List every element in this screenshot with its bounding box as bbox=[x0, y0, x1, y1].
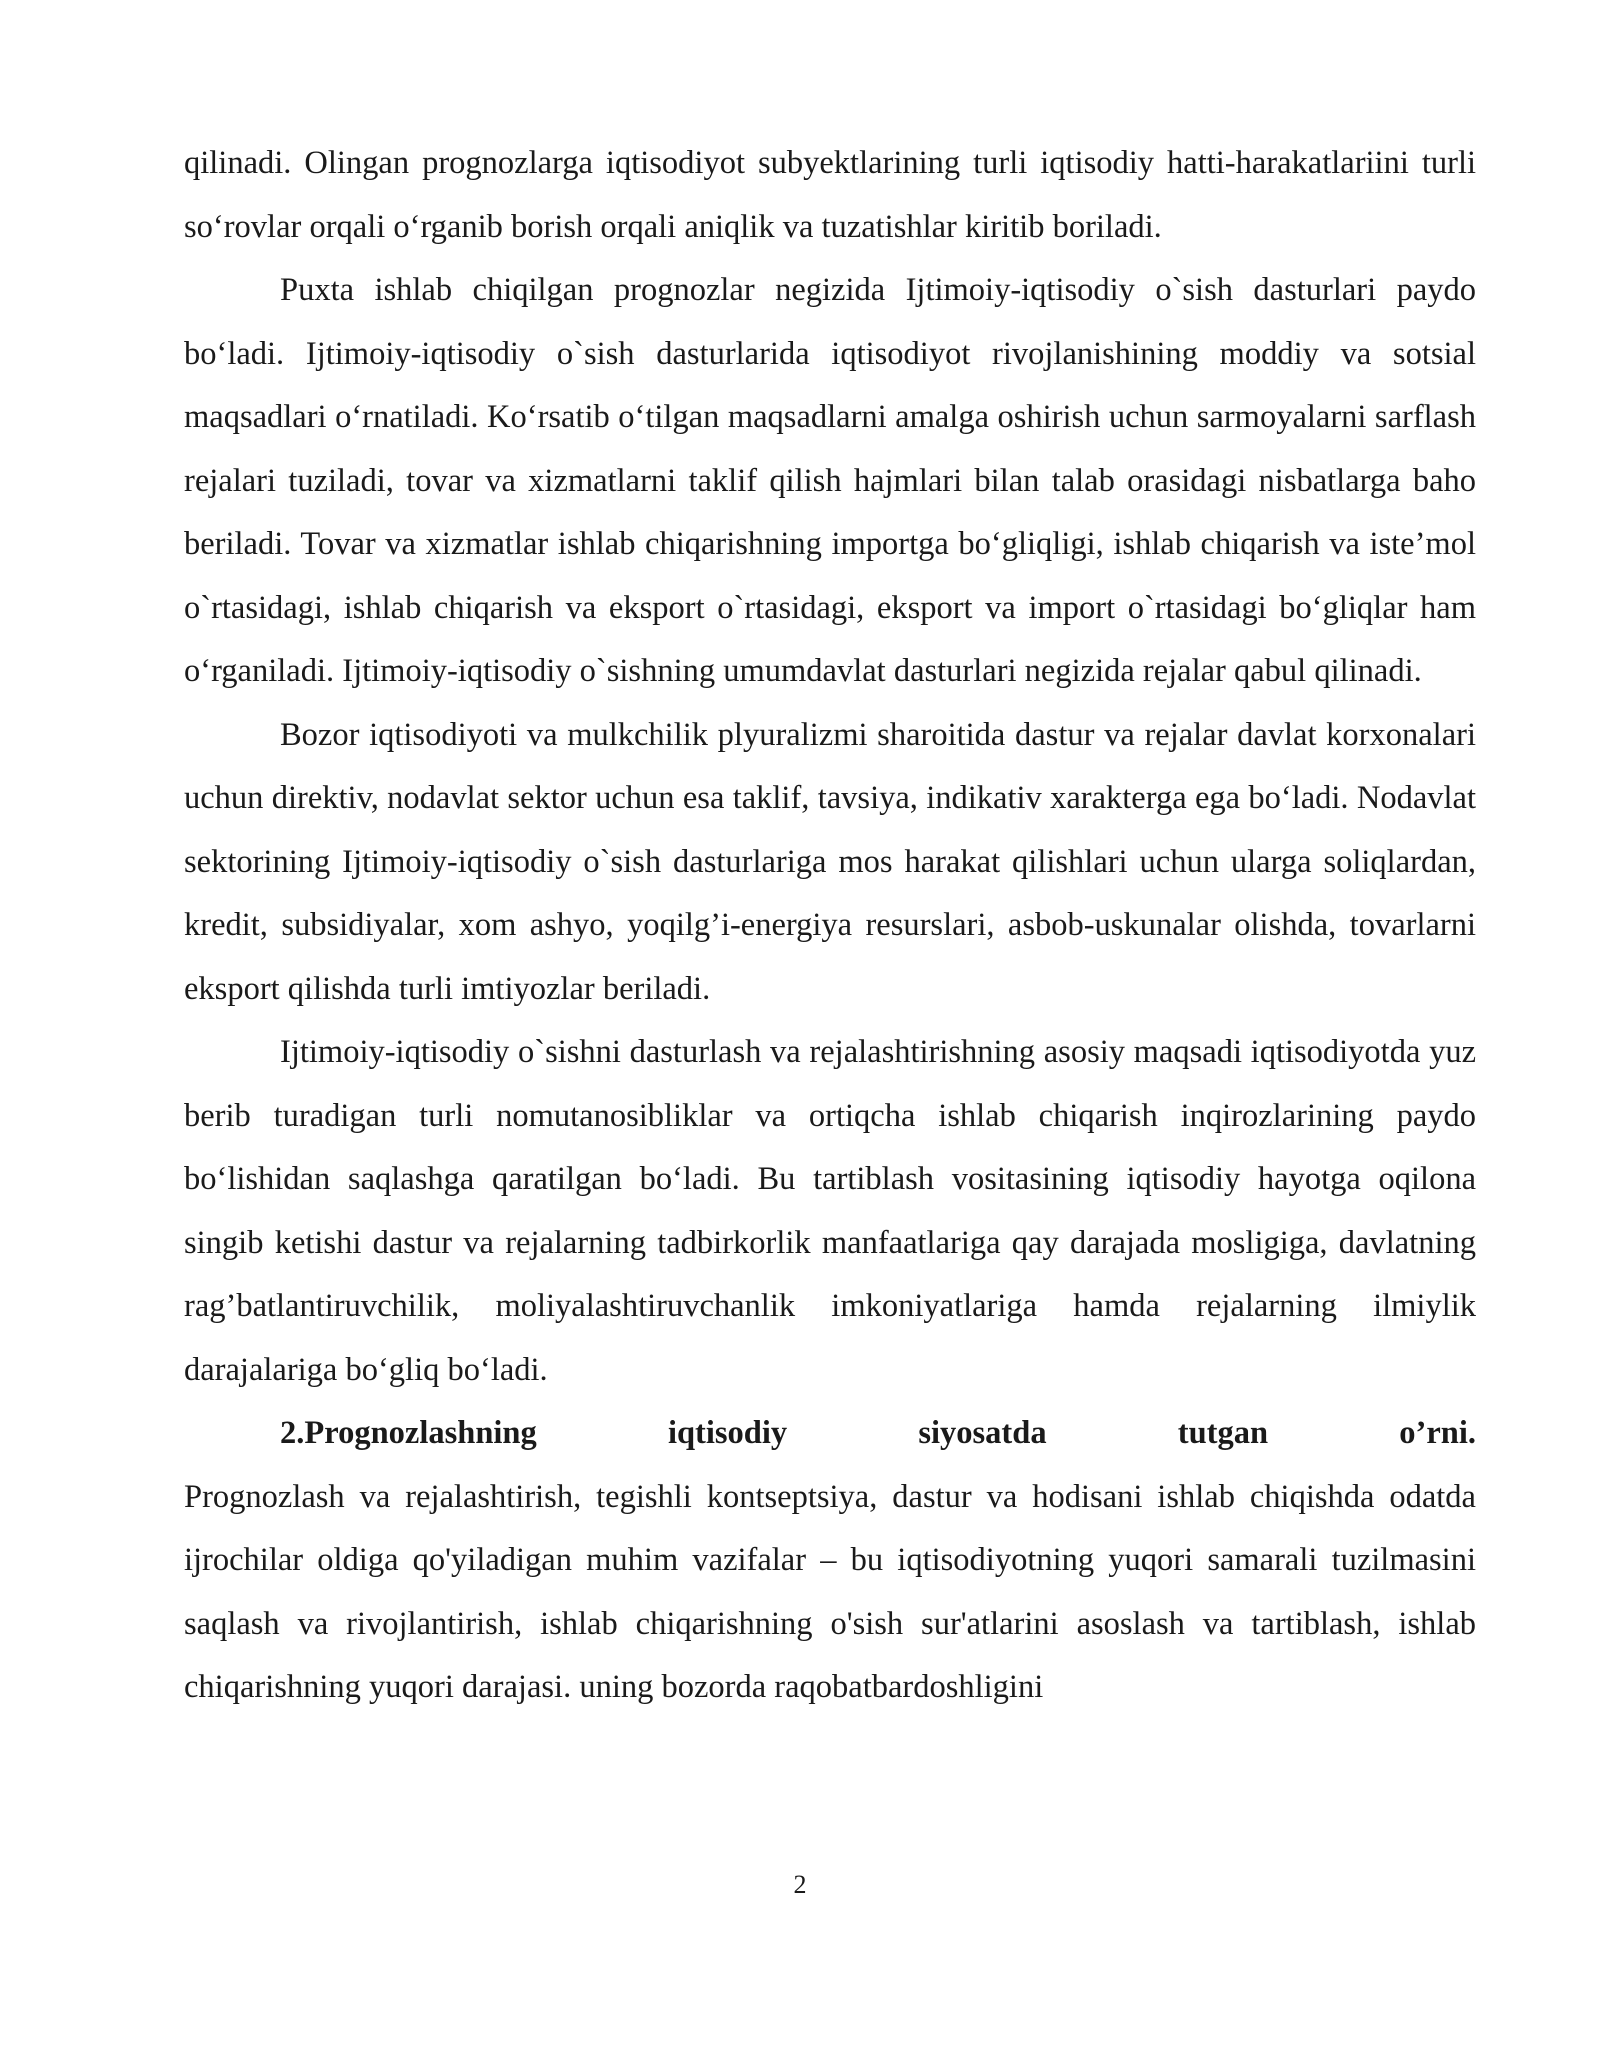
paragraph-programs: Puxta ishlab chiqilgan prognozlar negizida Ijtimoiy-iqtisodiy o`sish dasturlari paydo bo‘ladi. Ijtimoiy-iqtisodiy o`sish dasturlarida iqtisodiyot rivojlanishining moddiy va sotsial maqsadlari o‘rnatiladi. Ko‘rsatib o‘tilgan maqsadlarni amalga oshirish uchun sarmoyalarni sarflash rejalari tuziladi, tovar va xizmatlarni taklif qilish hajmlari bilan talab orasidagi nisbatlarga baho beriladi. Tovar va xizmatlar ishlab chiqarishning importga bo‘gliqligi, ishlab chiqarish va iste’mol o`rtasidagi, ishlab chiqarish va eksport o`rtasidagi, eksport va import o`rtasidagi bo‘gliqlar ham o‘rganiladi. Ijtimoiy-iqtisodiy o`sishning umumdavlat dasturlari negizida rejalar qabul qilinadi. bbox=[184, 272, 1476, 689]
paragraph-market-economy: Bozor iqtisodiyoti va mulkchilik plyuralizmi sharoitida dastur va rejalar davlat korxonalari uchun direktiv, nodavlat sektor uchun esa taklif, tavsiya, indikativ xarakterga ega bo‘ladi. Nodavlat sektorining Ijtimoiy-iqtisodiy o`sish dasturlariga mos harakat qilishlari uchun ularga soliqlardan, kredit, subsidiyalar, xom ashyo, yoqilg’i-energiya resurslari, asbob-uskunalar olishda, tovarlarni eksport qilishda turli imtiyozlar beriladi. bbox=[184, 716, 1476, 1007]
document-body bbox=[184, 132, 1476, 1720]
paragraph-forecasting: Prognozlash va rejalashtirish, tegishli kontseptsiya, dastur va hodisani ishlab chiqishda odatda ijrochilar oldiga qo'yiladigan muhim vazifalar – bu iqtisodiyotning yuqori samarali tuzilmasini saqlash va rivojlantirish, ishlab chiqarishning o'sish sur'atlarini asoslash va tartiblash, ishlab chiqarishning yuqori darajasi. uning bozorda raqobatbardoshligini bbox=[184, 1478, 1476, 1705]
page-number: 2 bbox=[793, 1870, 807, 1899]
paragraph-planning-goal: Ijtimoiy-iqtisodiy o`sishni dasturlash va rejalashtirishning asosiy maqsadi iqtisodiyotda yuz berib turadigan turli nomutanosibliklar va ortiqcha ishlab chiqarish inqirozlarining paydo bo‘lishidan saqlashga qaratilgan bo‘ladi. Bu tartiblash vositasining iqtisodiy hayotga oqilona singib ketishi dastur va rejalarning tadbirkorlik manfaatlariga qay darajada mosligiga, davlatning rag’batlantiruvchilik, moliyalashtiruvchanlik imkoniyatlariga hamda rejalarning ilmiylik darajalariga bo‘gliq bo‘ladi. bbox=[184, 1034, 1476, 1388]
paragraph-continuation: qilinadi. Olingan prognozlarga iqtisodiyot subyektlarining turli iqtisodiy hatti-harakatlariini turli so‘rovlar orqali o‘rganib borish orqali aniqlik va tuzatishlar kiritib boriladi. bbox=[184, 145, 1476, 245]
section-heading: 2.Prognozlashning iqtisodiy siyosatda tutgan o’rni. bbox=[280, 1415, 1476, 1451]
